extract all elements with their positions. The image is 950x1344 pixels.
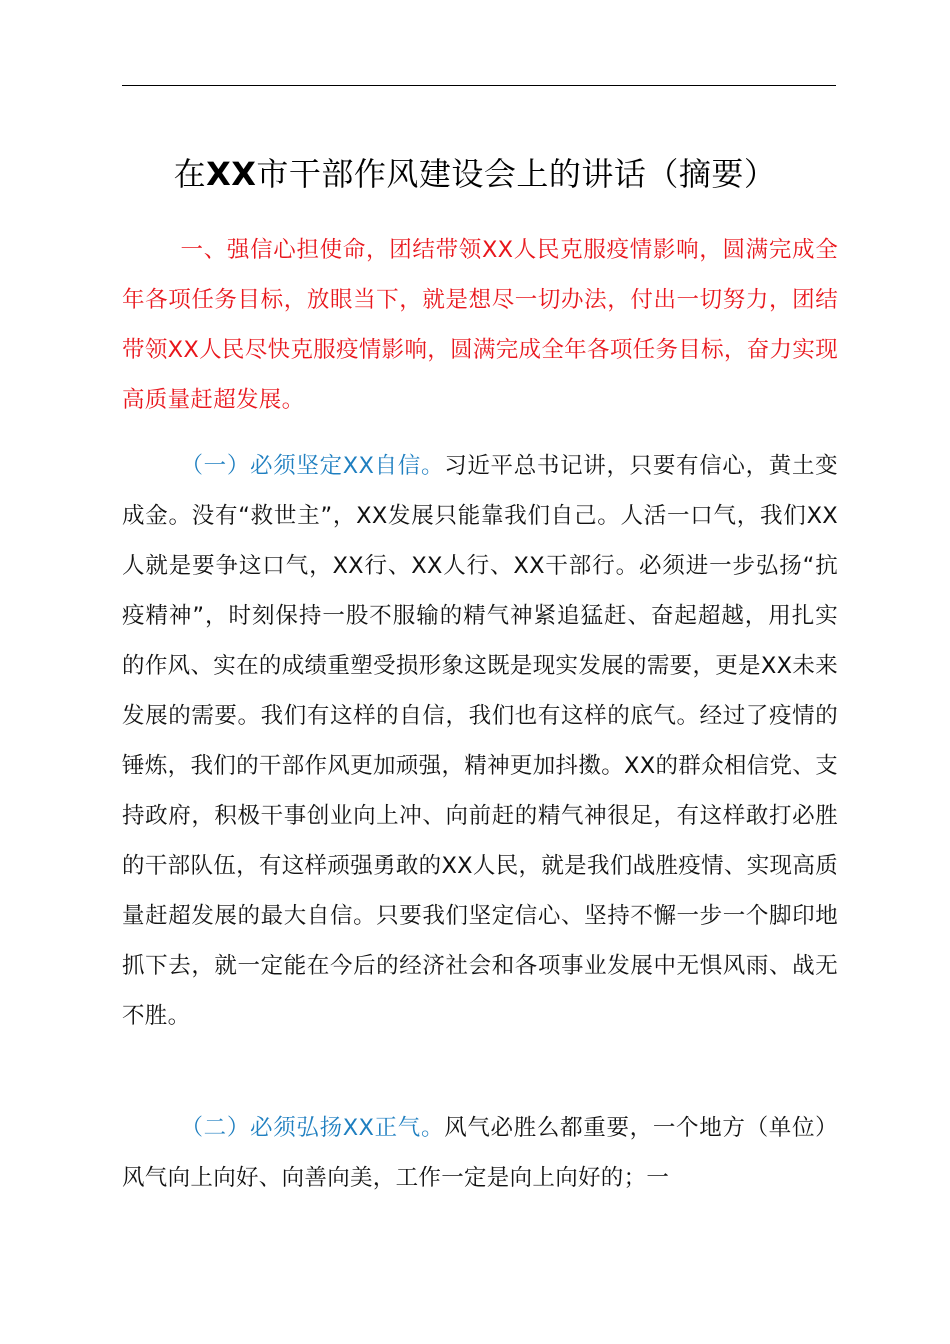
document-title — [100, 148, 850, 200]
title-suffix: 市干部作风建设会上的讲话（摘要） — [256, 155, 777, 193]
paragraph-two — [122, 1103, 838, 1203]
paragraph-one — [122, 441, 838, 1041]
header-rule — [122, 85, 836, 86]
paragraph-one-text: 习近平总书记讲，只要有信心，黄土变成金。没有“救世主”，XX发展只能靠我们自己。人活一口气，我们XX人就是要争这口气，XX行、XX人行、XX干部行。必须进一步弘扬“抗疫精神”，时刻保持一股不服输的精气神紧追猛赶、奋起超越，用扎实的作风、实在的成绩重塑受损形象这既是现实发展的需要，更是XX未来发展的需要。我们有这样的自信，我们也有这样的底气。经过了疫情的锤炼，我们的干部作风更加顽强，精神更加抖擞。XX的群众相信党、支持政府，积极干事创业向上冲、向前赶的精气神很足，有这样敢打必胜的干部队伍，有这样顽强勇敢的XX人民，就是我们战胜疫情、实现高质量赶超发展的最大自信。只要我们坚定信心、坚持不懈一步一个脚印地抓下去，就一定能在今后的经济社会和各项事业发展中无惧风雨、战无不胜。 — [122, 453, 838, 1029]
subheading-two: （二）必须弘扬XX正气。 — [180, 1115, 445, 1141]
title-emphasis: XX — [206, 155, 257, 193]
title-prefix: 在 — [173, 155, 207, 193]
paragraph-two-text: 风气必胜么都重要，一个地方（单位）风气向上向好、向善向美，工作一定是向上向好的；一 — [122, 1115, 838, 1191]
section-heading-one: 一、强信心担使命，团结带领XX人民克服疫情影响，圆满完成全年各项任务目标，放眼当下，就是想尽一切办法，付出一切努力，团结带领XX人民尽快克服疫情影响，圆满完成全年各项任务目标，奋力实现高质量赶超发展。 — [122, 237, 838, 413]
subheading-one: （一）必须坚定XX自信。 — [180, 453, 445, 479]
